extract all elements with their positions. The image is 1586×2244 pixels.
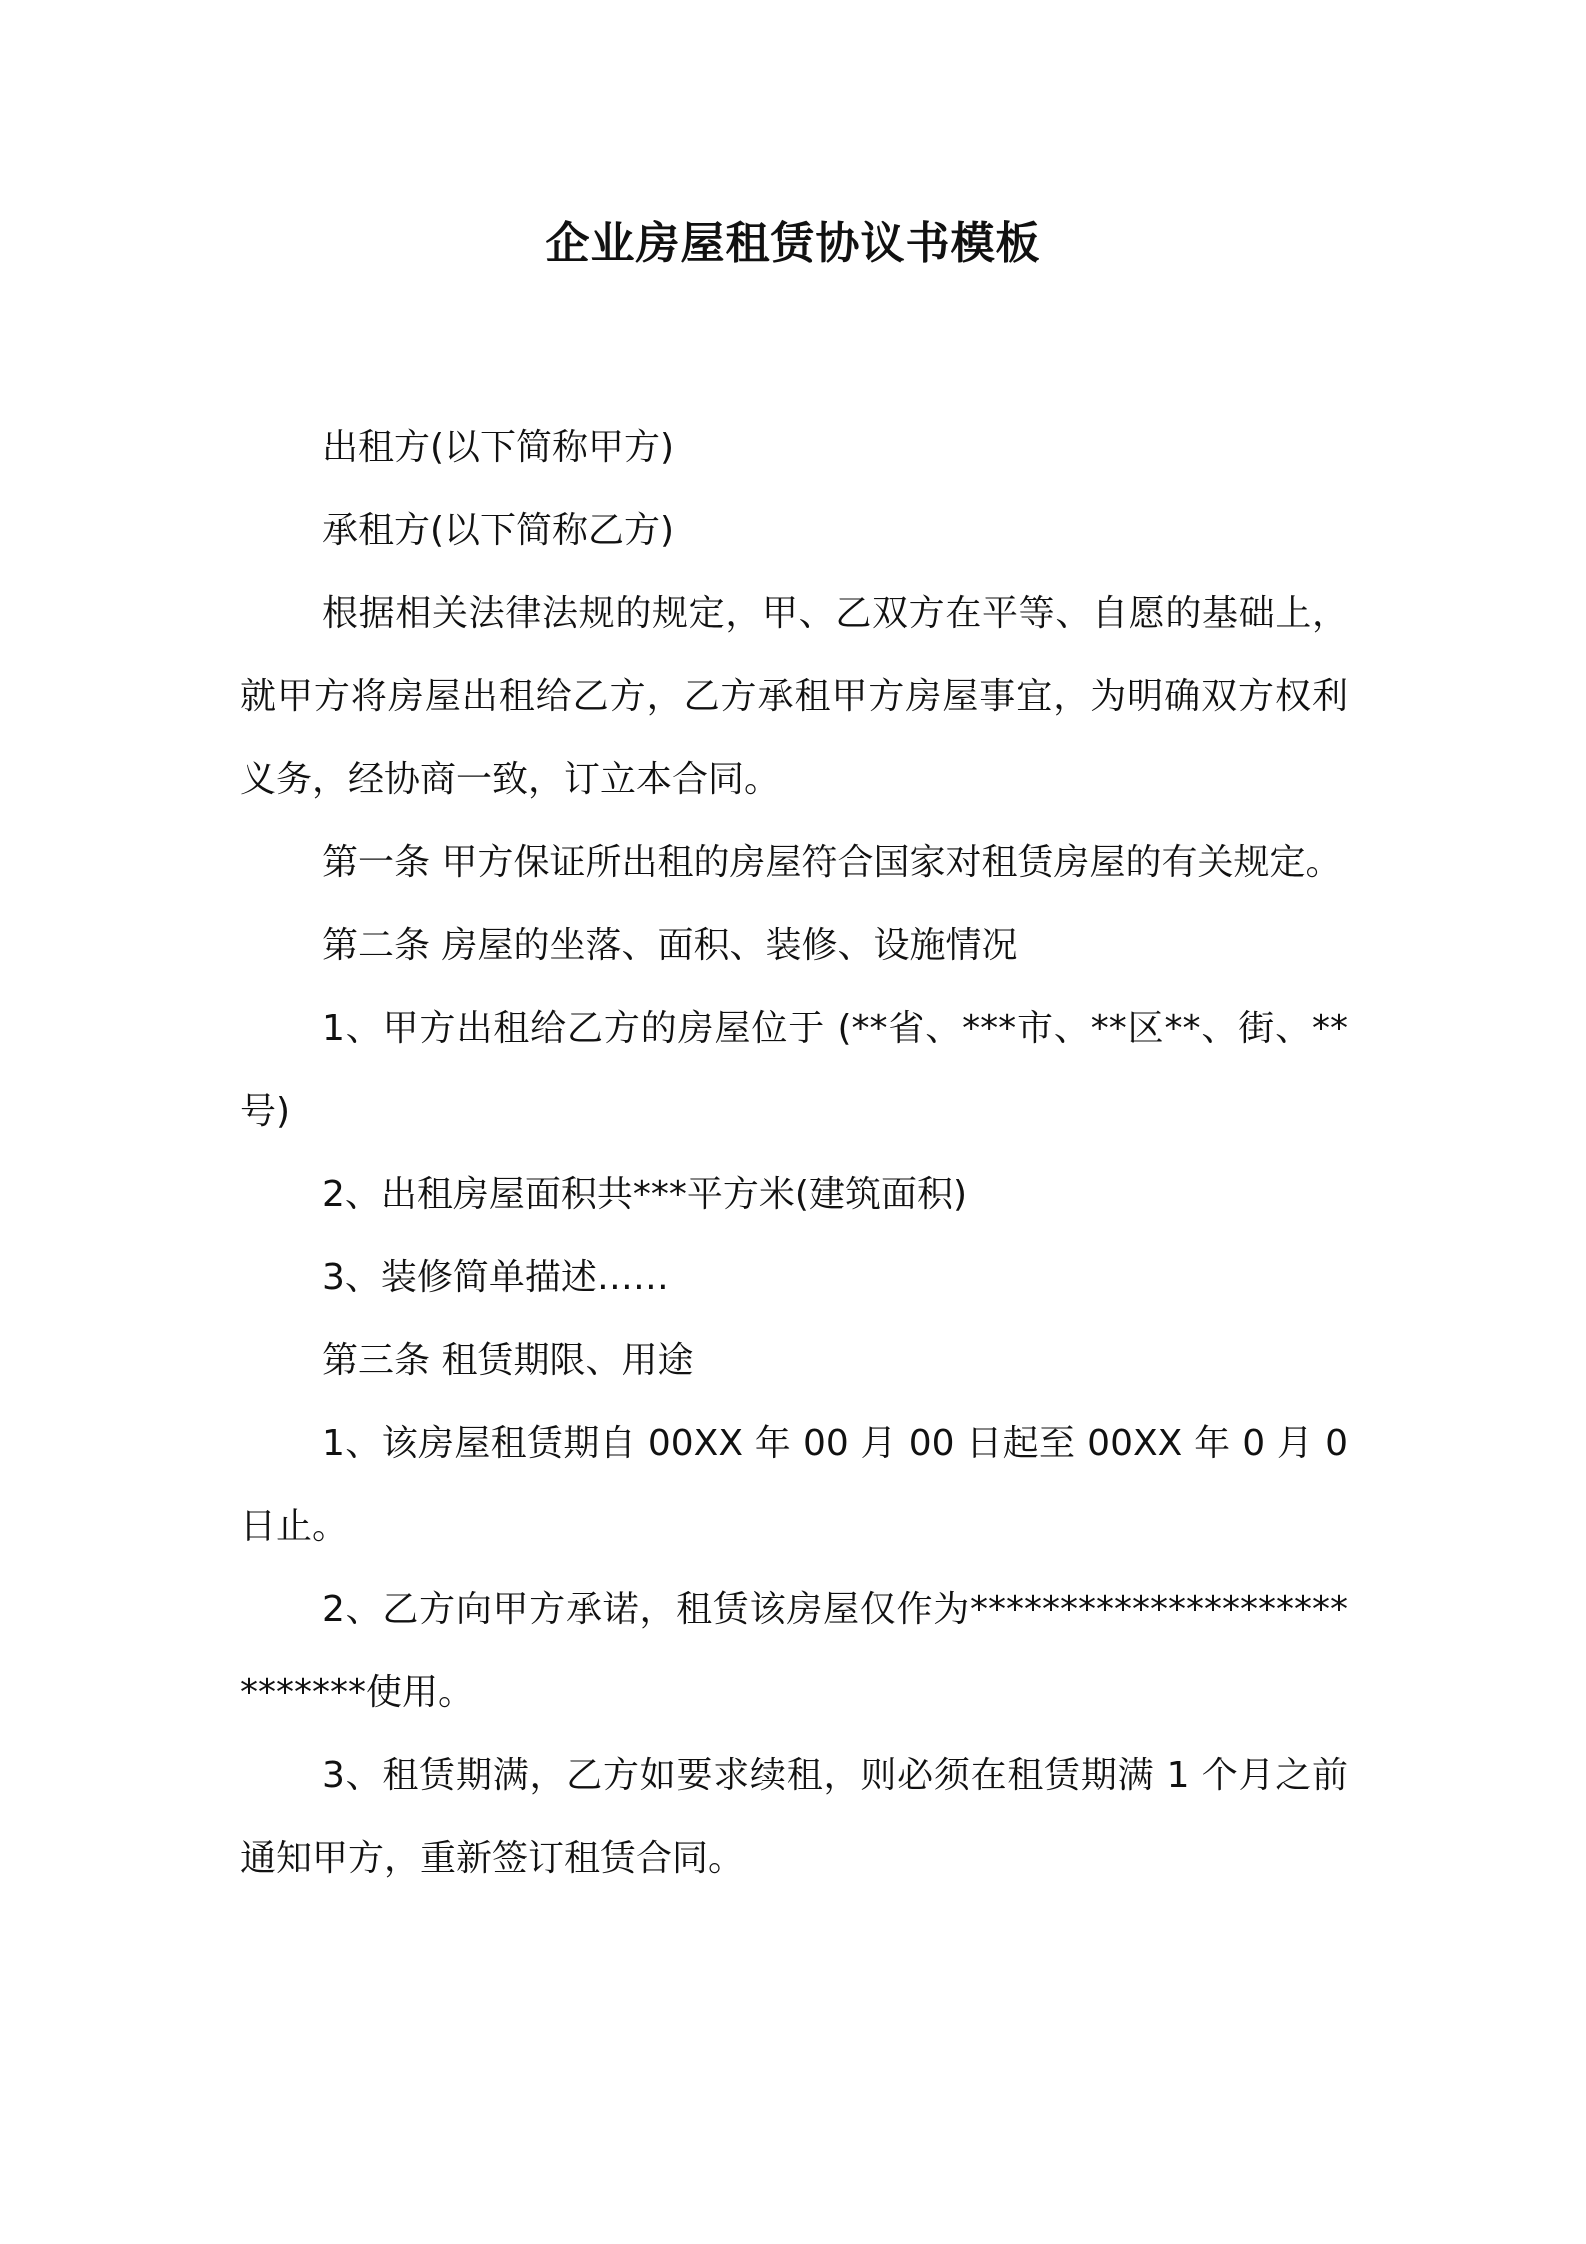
paragraph-lessor: 出租方(以下简称甲方) [322,427,675,468]
paragraph-article-2-item-2: 2、出租房屋面积共***平方米(建筑面积) [322,1174,967,1215]
paragraph-article-2-item-3: 3、装修简单描述…… [322,1257,669,1298]
paragraph-article-3-item-2: 2、乙方向甲方承诺，租赁该房屋仅作为****************************使用。 [240,1589,1348,1713]
paragraph-article-2-item-1: 1、甲方出租给乙方的房屋位于 (**省、***市、**区**、街、**号) [240,1008,1348,1132]
document-body [240,406,1348,1900]
paragraph-article-3-item-1: 1、该房屋租赁期自 00XX 年 00 月 00 日起至 00XX 年 0 月 0 日止。 [240,1423,1348,1547]
paragraph-article-1: 第一条 甲方保证所出租的房屋符合国家对租赁房屋的有关规定。 [322,842,1342,883]
paragraph-article-3-heading: 第三条 租赁期限、用途 [322,1340,694,1381]
paragraph-lessee: 承租方(以下简称乙方) [322,510,675,551]
paragraph-article-3-item-3: 3、租赁期满，乙方如要求续租，则必须在租赁期满 1 个月之前通知甲方，重新签订租赁合同。 [240,1755,1348,1879]
document-title: 企业房屋租赁协议书模板 [545,218,1041,269]
paragraph-article-2-heading: 第二条 房屋的坐落、面积、装修、设施情况 [322,925,1018,966]
paragraph-preamble: 根据相关法律法规的规定，甲、乙双方在平等、自愿的基础上，就甲方将房屋出租给乙方，乙方承租甲方房屋事宜，为明确双方权利义务，经协商一致，订立本合同。 [240,593,1348,800]
